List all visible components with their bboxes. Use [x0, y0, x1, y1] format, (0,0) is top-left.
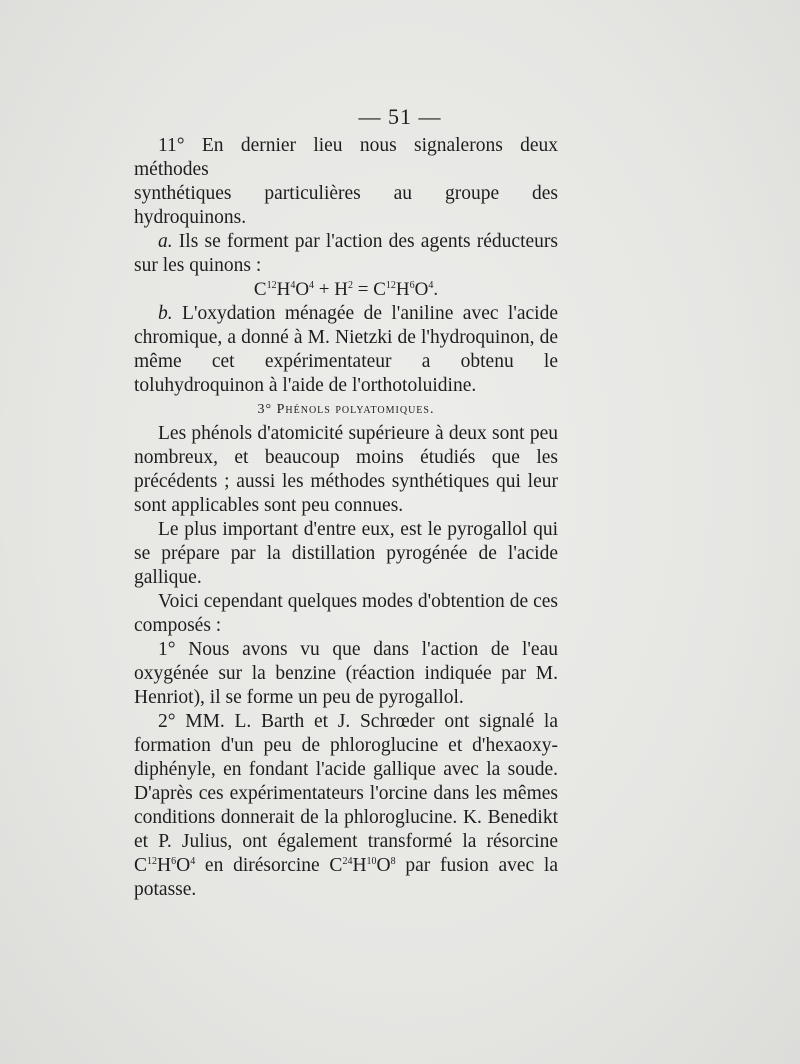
paragraph-method-2: 2° MM. L. Barth et J. Schrœder ont signalé la formation d'un peu de phloroglucine et d'hexaoxy-diphényle, en fondant l'acide gallique avec la soude. D'après ces expérimentateurs l'orcine dans les mêmes conditions donnerait de la phloroglucine. K. Benedikt et P. Julius, ont également transformé la résorcine $C^{12}H^6O^4$ en dirésorcine $C^{24}H^{10}O^8$ par fusion avec la potasse.	[134, 711, 558, 900]
section-heading	[134, 398, 558, 422]
item-b	[134, 302, 558, 398]
paragraph-method-1: 1° Nous avons vu que dans l'action de l'eau oxygénée sur la benzine (réaction indiquée par M. Henriot), il se forme un peu de pyrogallol.	[134, 639, 558, 708]
paragraph-11-line-1: 11° En dernier lieu nous signalerons deux méthodes	[134, 135, 558, 180]
paragraph-11-line-2: synthétiques particulières au groupe des hydroquinons.	[134, 183, 558, 228]
chemical-equation: $C^{12}H^4O^4 + H^2 = C^{12}H^6O^4$.	[253, 279, 439, 300]
item-a-label: a.	[158, 231, 173, 252]
item-b-label: b.	[158, 303, 173, 324]
paragraph-pyrogallol: Le plus important d'entre eux, est le pyrogallol qui se prépare par la distillation pyrogénée de l'acide gallique.	[134, 519, 558, 588]
paragraph-modes: Voici cependant quelques modes d'obtention de ces composés :	[134, 591, 558, 636]
body-text	[134, 134, 558, 902]
page-number: — 51 —	[358, 104, 442, 129]
section-title: Phénols polyatomiques.	[276, 402, 435, 417]
section-number: 3°	[257, 402, 273, 417]
item-b-text: L'oxydation ménagée de l'aniline avec l'acide chromique, a donné à M. Nietzki de l'hydroquinon, de même cet expérimentateur a obtenu le toluhydroquinon à l'aide de l'orthotoluidine.	[134, 303, 558, 396]
item-a-text: Ils se forment par l'action des agents réducteurs sur les quinons :	[134, 231, 558, 276]
item-a	[134, 230, 558, 278]
paragraph-polyatomic-intro: Les phénols d'atomicité supérieure à deux sont peu nombreux, et beaucoup moins étudiés que les précédents ; aussi les méthodes synthétiques qui leur sont applicables sont peu connues.	[134, 423, 558, 516]
